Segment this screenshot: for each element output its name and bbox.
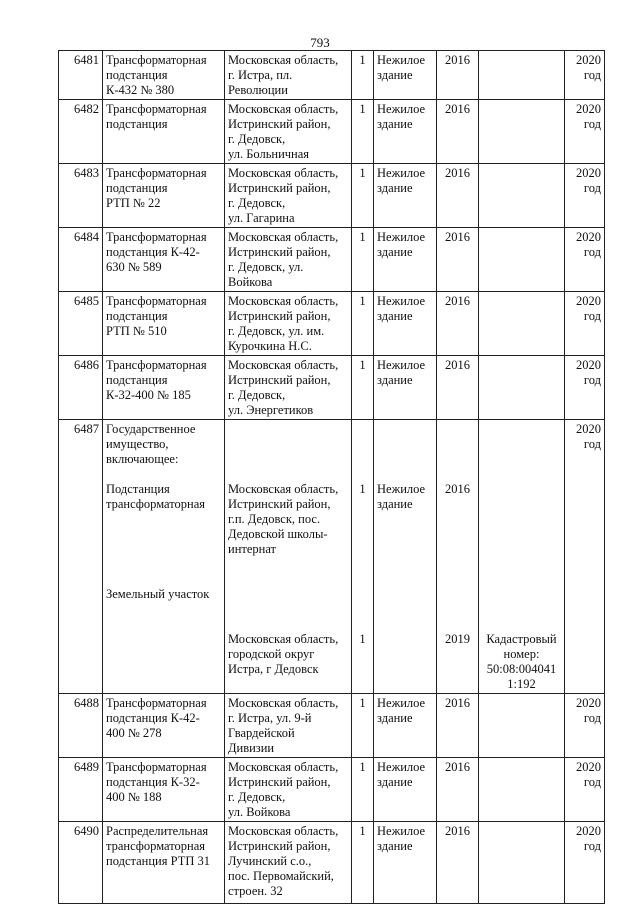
object-type-line: Нежилое	[377, 102, 426, 116]
quantity-cell: 1	[352, 822, 374, 904]
table-row	[59, 694, 605, 758]
quantity-cell: 1	[352, 292, 374, 356]
object-name-cell	[103, 758, 225, 822]
year-value: 2016	[445, 482, 470, 496]
object-type-cell	[374, 758, 437, 822]
address-cell	[225, 758, 352, 822]
term-line: 2020	[576, 422, 601, 436]
composite-item-note	[482, 632, 561, 692]
address-line: Московская область,	[228, 230, 339, 244]
term-cell	[565, 292, 605, 356]
object-name-line: РТП № 22	[106, 196, 161, 210]
composite-item-year	[440, 482, 475, 497]
quantity-cell: 1	[352, 164, 374, 228]
object-name-line: подстанция	[106, 181, 168, 195]
composite-item-address	[228, 482, 348, 557]
year-cell: 2016	[437, 292, 479, 356]
address-cell	[225, 164, 352, 228]
term-cell	[565, 164, 605, 228]
term-cell	[565, 100, 605, 164]
object-type-line: Нежилое	[377, 696, 426, 710]
term-line: 2020	[576, 53, 601, 67]
object-name-line: трансформаторная	[106, 497, 206, 511]
object-name-line: Земельный участок	[106, 587, 210, 601]
term-cell	[565, 420, 605, 694]
address-cell	[225, 694, 352, 758]
object-name-cell	[103, 420, 225, 694]
term-line: год	[583, 711, 601, 725]
note-cell	[479, 420, 565, 694]
table-row	[59, 758, 605, 822]
address-line: Истра, г Дедовск	[228, 662, 319, 676]
year-cell: 2016	[437, 228, 479, 292]
address-cell	[225, 292, 352, 356]
quantity-cell: 1	[352, 356, 374, 420]
address-line: строен. 32	[228, 884, 283, 898]
object-name-line: К-32-400 № 185	[106, 388, 191, 402]
object-name-line: Трансформаторная	[106, 696, 207, 710]
registry-body	[59, 51, 605, 904]
term-line: 2020	[576, 166, 601, 180]
quantity-value: 1	[359, 482, 366, 496]
composite-item-object-name	[106, 482, 221, 512]
address-line: г. Дедовск,	[228, 790, 286, 804]
year-cell: 2016	[437, 100, 479, 164]
address-line: Гвардейской	[228, 726, 295, 740]
address-line: г. Дедовск, ул.	[228, 260, 304, 274]
object-type-line: Нежилое	[377, 294, 426, 308]
term-cell	[565, 356, 605, 420]
term-line: год	[583, 245, 601, 259]
address-line: г. Дедовск,	[228, 132, 286, 146]
address-cell	[225, 822, 352, 904]
address-line: Истринский район,	[228, 245, 331, 259]
object-name-line: Трансформаторная	[106, 294, 207, 308]
address-line: Истринский район,	[228, 839, 331, 853]
term-cell	[565, 228, 605, 292]
object-name-line: Подстанция	[106, 482, 170, 496]
address-line: ул. Войкова	[228, 805, 291, 819]
row-number: 6487	[59, 420, 103, 694]
address-line: пос. Первомайский,	[228, 869, 334, 883]
object-type-line: Нежилое	[377, 482, 426, 496]
composite-item-quantity	[355, 482, 370, 497]
row-number: 6489	[59, 758, 103, 822]
composite-item-quantity	[355, 632, 370, 647]
address-line: Московская область,	[228, 358, 339, 372]
term-line: год	[583, 68, 601, 82]
year-cell: 2016	[437, 758, 479, 822]
address-line: Московская область,	[228, 294, 339, 308]
address-line: Московская область,	[228, 102, 339, 116]
composite-item-object-name	[106, 587, 221, 602]
year-value: 2019	[445, 632, 470, 646]
address-line: Истринский район,	[228, 181, 331, 195]
term-cell	[565, 694, 605, 758]
object-name-line: подстанция К-42-	[106, 711, 200, 725]
quantity-cell: 1	[352, 51, 374, 100]
object-name-line: подстанция	[106, 68, 168, 82]
object-name-line: 400 № 278	[106, 726, 162, 740]
object-type-line: Нежилое	[377, 230, 426, 244]
term-cell	[565, 758, 605, 822]
object-name-cell	[103, 822, 225, 904]
address-line: Московская область,	[228, 760, 339, 774]
address-line: Истринский район,	[228, 117, 331, 131]
object-type-line: здание	[377, 117, 413, 131]
object-name-line: Распределительная	[106, 824, 209, 838]
object-name-line: трансформаторная	[106, 839, 206, 853]
year-cell: 2016	[437, 164, 479, 228]
object-type-line: здание	[377, 373, 413, 387]
object-type-line: Нежилое	[377, 760, 426, 774]
object-name-cell	[103, 164, 225, 228]
object-name-line: подстанция	[106, 117, 168, 131]
table-row	[59, 292, 605, 356]
address-line: г. Дедовск,	[228, 388, 286, 402]
note-cell	[479, 228, 565, 292]
object-type-line: здание	[377, 775, 413, 789]
address-line: ул. Гагарина	[228, 211, 295, 225]
address-line: г. Дедовск, ул. им.	[228, 324, 325, 338]
object-type-cell	[374, 822, 437, 904]
property-registry-table	[58, 50, 605, 904]
object-name-cell	[103, 292, 225, 356]
term-cell	[565, 51, 605, 100]
address-line: Истринский район,	[228, 309, 331, 323]
year-cell: 2016	[437, 694, 479, 758]
object-name-line: подстанция РТП 31	[106, 854, 210, 868]
object-type-line: Нежилое	[377, 824, 426, 838]
address-line: Революции	[228, 83, 288, 97]
address-line: Московская область,	[228, 696, 339, 710]
quantity-cell: 1	[352, 758, 374, 822]
object-name-line: подстанция	[106, 309, 168, 323]
term-line: 2020	[576, 696, 601, 710]
quantity-cell: 1	[352, 100, 374, 164]
object-type-cell	[374, 694, 437, 758]
object-name-cell	[103, 356, 225, 420]
composite-item-object-type	[377, 482, 433, 512]
term-line: 2020	[576, 294, 601, 308]
term-cell	[565, 822, 605, 904]
address-cell	[225, 228, 352, 292]
term-line: 2020	[576, 230, 601, 244]
address-line: Войкова	[228, 275, 273, 289]
object-name-cell	[103, 694, 225, 758]
address-line: городской округ	[228, 647, 315, 661]
composite-item-year	[440, 632, 475, 647]
row-number: 6490	[59, 822, 103, 904]
object-name-line: 630 № 589	[106, 260, 162, 274]
composite-title-line: имущество,	[106, 437, 169, 451]
row-number: 6482	[59, 100, 103, 164]
address-line: ул. Энергетиков	[228, 403, 314, 417]
address-line: г.п. Дедовск, пос.	[228, 512, 321, 526]
object-type-cell	[374, 292, 437, 356]
note-cell	[479, 822, 565, 904]
object-type-cell	[374, 51, 437, 100]
note-line: номер:	[503, 647, 540, 661]
table-row	[59, 228, 605, 292]
object-type-cell	[374, 420, 437, 694]
quantity-cell: 1	[352, 228, 374, 292]
address-line: Лучинский с.о.,	[228, 854, 312, 868]
term-line: год	[583, 775, 601, 789]
composite-title-line: Государственное	[106, 422, 196, 436]
year-cell	[437, 420, 479, 694]
address-line: Московская область,	[228, 53, 339, 67]
table-row	[59, 356, 605, 420]
address-line: Московская область,	[228, 166, 339, 180]
note-line: 1:192	[507, 677, 536, 691]
row-number: 6484	[59, 228, 103, 292]
row-number: 6483	[59, 164, 103, 228]
object-name-line: Трансформаторная	[106, 358, 207, 372]
page-number: 793	[310, 35, 330, 50]
address-line: ул. Больничная	[228, 147, 310, 161]
address-line: Истринский район,	[228, 497, 331, 511]
composite-item-address	[228, 632, 348, 677]
object-name-cell	[103, 100, 225, 164]
object-type-line: здание	[377, 309, 413, 323]
note-cell	[479, 100, 565, 164]
address-line: Курочкина Н.С.	[228, 339, 312, 353]
address-line: Московская область,	[228, 824, 339, 838]
object-type-line: здание	[377, 68, 413, 82]
object-name-line: К-432 № 380	[106, 83, 175, 97]
note-cell	[479, 51, 565, 100]
term-line: год	[583, 373, 601, 387]
object-name-cell	[103, 51, 225, 100]
object-type-line: здание	[377, 245, 413, 259]
object-type-line: здание	[377, 181, 413, 195]
object-name-line: Трансформаторная	[106, 53, 207, 67]
note-cell	[479, 758, 565, 822]
quantity-cell: 1	[352, 694, 374, 758]
year-cell: 2016	[437, 356, 479, 420]
table-row	[59, 822, 605, 904]
term-line: 2020	[576, 358, 601, 372]
object-name-line: 400 № 188	[106, 790, 162, 804]
note-cell	[479, 356, 565, 420]
note-cell	[479, 694, 565, 758]
object-name-line: РТП № 510	[106, 324, 167, 338]
object-name-line: Трансформаторная	[106, 760, 207, 774]
term-line: 2020	[576, 824, 601, 838]
object-name-cell	[103, 228, 225, 292]
address-line: г. Дедовск,	[228, 196, 286, 210]
address-line: Московская область,	[228, 632, 339, 646]
row-number: 6481	[59, 51, 103, 100]
object-type-line: Нежилое	[377, 166, 426, 180]
object-type-line: Нежилое	[377, 53, 426, 67]
address-line: г. Истра, ул. 9-й	[228, 711, 312, 725]
address-cell	[225, 51, 352, 100]
term-line: год	[583, 181, 601, 195]
term-line: год	[583, 437, 601, 451]
address-line: Московская область,	[228, 482, 339, 496]
object-type-cell	[374, 228, 437, 292]
object-type-line: здание	[377, 711, 413, 725]
year-cell: 2016	[437, 51, 479, 100]
object-type-cell	[374, 356, 437, 420]
object-name-line: Трансформаторная	[106, 230, 207, 244]
address-cell	[225, 356, 352, 420]
object-type-line: здание	[377, 839, 413, 853]
table-row	[59, 164, 605, 228]
address-cell	[225, 420, 352, 694]
object-type-line: Нежилое	[377, 358, 426, 372]
table-row-composite	[59, 420, 605, 694]
composite-title-line: включающее:	[106, 452, 179, 466]
row-number: 6486	[59, 356, 103, 420]
term-line: 2020	[576, 760, 601, 774]
term-line: год	[583, 309, 601, 323]
address-line: интернат	[228, 542, 277, 556]
table-row	[59, 100, 605, 164]
object-name-line: подстанция К-32-	[106, 775, 200, 789]
term-line: год	[583, 117, 601, 131]
object-name-line: Трансформаторная	[106, 166, 207, 180]
note-line: Кадастровый	[486, 632, 557, 646]
object-name-line: Трансформаторная	[106, 102, 207, 116]
object-type-cell	[374, 100, 437, 164]
year-cell: 2016	[437, 822, 479, 904]
address-line: Дивизии	[228, 741, 275, 755]
quantity-cell	[352, 420, 374, 694]
object-name-line: подстанция	[106, 373, 168, 387]
address-line: Дедовской школы-	[228, 527, 328, 541]
row-number: 6488	[59, 694, 103, 758]
object-name-line: подстанция К-42-	[106, 245, 200, 259]
term-line: год	[583, 839, 601, 853]
note-cell	[479, 292, 565, 356]
address-line: Истринский район,	[228, 373, 331, 387]
note-line: 50:08:004041	[486, 662, 557, 676]
object-type-cell	[374, 164, 437, 228]
quantity-value: 1	[359, 632, 366, 646]
row-number: 6485	[59, 292, 103, 356]
address-line: Истринский район,	[228, 775, 331, 789]
note-cell	[479, 164, 565, 228]
object-type-line: здание	[377, 497, 413, 511]
table-row	[59, 51, 605, 100]
address-cell	[225, 100, 352, 164]
term-line: 2020	[576, 102, 601, 116]
address-line: г. Истра, пл.	[228, 68, 293, 82]
